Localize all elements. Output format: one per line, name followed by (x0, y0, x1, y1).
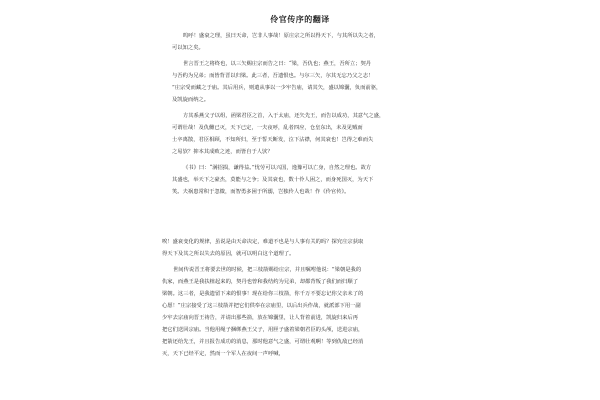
text-line: 唉！盛衰变化的规律，虽说是由天命决定，难道不也是与人事有关的吗？探究庄宗获取 (162, 239, 364, 245)
text-line: 与吾约为兄弟；而皆背晋以归梁。此三者，吾遗恨也。与尔三矢，尔其无忘乃父之志！ (172, 73, 374, 79)
text-line: 士卒离散，君臣相顾，不知所归，至于誓天断发，泣下沾襟，何其衰也！岂得之难而失 (172, 137, 374, 143)
text-line: 把它们送回宗庙。当他用绳子捆绑燕王父子，用匣子盛着梁朝君臣的头颅，送进宗庙， (162, 327, 364, 333)
original-paragraph-3 (172, 110, 432, 158)
text-line: 之易欤？抑本其成败之迹，而皆自于人欤？ (172, 149, 273, 155)
text-line: 灭，天下已经平定，然而一个军人在夜间一声呼喊， (162, 351, 284, 357)
text-line: 世言晋王之将终也，以三矢赐庄宗而告之曰：“梁，吾仇也；燕王，吾所立；契丹 (183, 61, 372, 67)
text-line: 世间传说晋王将要去世的时候，把三枝箭赐给庄宗，并且嘱咐他说：“梁朝是我的 (173, 267, 362, 273)
text-line: 其盛也，举天下之豪杰，莫能与之争；及其衰也，数十伶人困之，而身死国灭，为天下 (172, 177, 374, 183)
original-text (172, 30, 432, 198)
text-line: 《书》曰：“满招损，谦得益。”忧劳可以兴国，逸豫可以亡身，自然之理也。故方 (183, 165, 372, 171)
translation-text (162, 236, 434, 360)
original-paragraph-2 (172, 58, 432, 106)
original-paragraph-4 (172, 162, 432, 198)
text-line: 得天下及其之所以失去的原因，就可以明白这个道理了。 (162, 251, 295, 257)
text-line: 心愿！”庄宗接受了这三枝箭并把它们供奉在宗庙里，以后出兵作战，就派部下用一副 (162, 303, 361, 309)
original-paragraph-1 (172, 30, 432, 54)
text-line: 及凯旋而纳之。 (172, 97, 210, 103)
text-line: 方其系燕父子以组，函梁君臣之首，入于太庙，还矢先王，而告以成功，其意气之盛， (183, 113, 385, 119)
text-line: 梁朝。这三者，是我遗留下来的恨事！现在给你三枝箭，你千万不要忘记你父亲未了的 (162, 291, 364, 297)
text-line: 少牢去宗庙向晋王祷告，并请出那些箭，放在锦囊里，让人背着前进，凯旋归来后再 (162, 315, 358, 321)
text-line: 可以知之矣。 (172, 45, 204, 51)
text-line: 把箭还给先王，并且报告成功的消息，那时他意气之盛，可谓壮观啊！等到仇敌已经消 (162, 339, 364, 345)
document-title: 伶官传序的翻译 (270, 14, 330, 24)
text-line: 呜呼！盛衰之理，虽曰天命，岂非人事哉！原庄宗之所以得天下，与其所以失之者， (183, 33, 379, 39)
translation-paragraph-1 (162, 236, 434, 260)
text-line: 仇家，而燕王是我扶植起来的，契丹也曾和我结约为兄弟，却都背叛了我们而归顺了 (162, 279, 358, 285)
text-line: ”庄宗受而藏之于庙。其后用兵，则遣从事以一少牢告庙，请其矢，盛以锦囊，负而前驱， (172, 85, 382, 91)
translation-paragraph-2 (162, 264, 434, 360)
text-line: 可谓壮哉！及仇雠已灭，天下已定，一夫夜呼，乱者四应，仓皇东出，未及见贼而 (172, 125, 363, 131)
text-line: 笑。夫祸患常积于忽微，而智勇多困于所溺，岂独伶人也哉！作《伶官传》。 (172, 189, 350, 195)
